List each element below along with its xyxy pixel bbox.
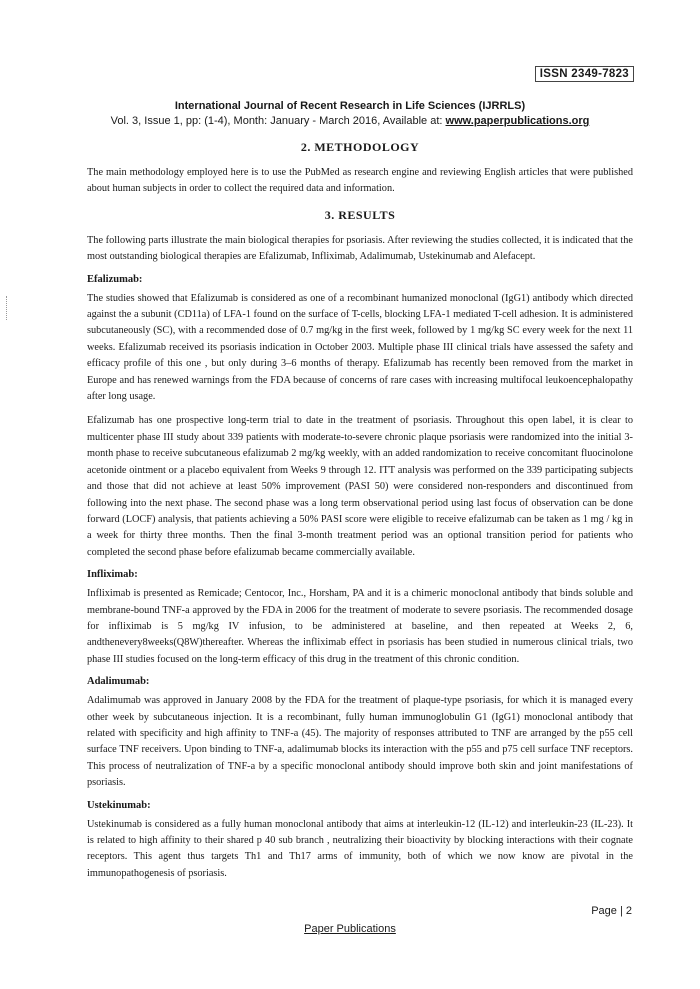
methodology-paragraph: The main methodology employed here is to use the PubMed as research engine and reviewing English articles that were published about human subjects in order to collect the required data and information. — [87, 167, 633, 195]
methodology-heading: 2. METHODOLOGY — [300, 140, 420, 154]
efalizumab-heading: Efalizumab: — [87, 273, 143, 285]
efalizumab-paragraph-2: Efalizumab has one prospective long-term trial to date in the treatment of psoriasis. Throughout this open label, it is clear to multicenter phase III study about 339 patients with moderate-to-severe chronic plaque psoriasis were randomized into the initial 3-month phase to receive subcutaneous efalizumab 2 mg/kg weekly, with an added randomization to receive concomitant fluocinolone acetonide ointment or a placebo equivalent from Weeks 9 through 12. ITT analysis was performed on the 339 participating subjects and those that did not achieve at least 50% improvement (PASI 50) were considered non-responders and discontinued from following into the next phase. The second phase was a long term observational period using last focus of observation can be done forward (LOCF) analysis, that patients achieving a 50% PASI score were eligible to receive efalizumab can be taken as 1 mg / kg in a week for thirty three months. Then the final 3-month treatment period was an optional transition period for patients who completed the second phase before efalizumab became commercially available. — [87, 415, 633, 558]
results-heading: 3. RESULTS — [324, 207, 396, 222]
ustekinumab-heading: Ustekinumab: — [87, 799, 151, 811]
issue-line — [0, 114, 700, 129]
article-body — [87, 140, 633, 892]
journal-header — [0, 99, 700, 129]
efalizumab-paragraph-1: The studies showed that Efalizumab is considered as one of a recombinant humanized monoclonal (IgG1) antibody which directed against the a subunit (CD11a) of LFA-1 found on the surface of T-cells, blocking LFA-1 mediated T-cell adhesion. It is administered subcutaneously (SC), with a recommended dose of 0.7 mg/kg in the first week, followed by 1 mg/kg SC every week for the next 11 weeks. Efalizumab received its psoriasis indication in October 2003. Multiple phase III clinical trials have assessed the safety and efficacy profile of this one , but only during 3–6 months of therapy. Efalizumab has recently been removed from the market in Europe and has renewed warnings from the FDA because of concerns of rare cases with increasing multifocal leukoencephalopathy after long usage. — [87, 292, 633, 403]
ustekinumab-paragraph: Ustekinumab is considered as a fully human monoclonal antibody that aims at interleukin-12 (IL-12) and interleukin-23 (IL-23). It is related to high affinity to their shared p 40 sub branch , neutralizing their bioactivity by blocking interactions with their cognate receptors. This agent thus targets Th1 and Th17 arms of immunity, both of which we now know are pivotal in the immunopathogenesis of psoriasis. — [87, 818, 633, 879]
results-intro: The following parts illustrate the main biological therapies for psoriasis. After reviewing the studies collected, it is indicated that the most outstanding biological therapies are Efalizumab, Infliximab, Adalimumab, Ustekinumab and Alefacept. — [87, 234, 633, 263]
journal-url-link[interactable]: www.paperpublications.org — [445, 115, 590, 127]
adalimumab-paragraph: Adalimumab was approved in January 2008 by the FDA for the treatment of plaque-type psoriasis, for which it is managed every other week by subcutaneous injection. It is a recombinant, fully human immunoglobulin G1 (IgG1) monoclonal antibody that related with specificity and high affinity to TNF-a (45). The majority of responses attributed to TNF are arranged by the p55 cell surface TNF receivers. Upon binding to TNF-a, adalimumab blocks its interaction with the p55 and p75 cell surface TNF receptors. This process of neutralization of TNF-a by a specific monoclonal antibody should improve both skin and joint manifestations of psoriasis. — [87, 695, 633, 789]
issn-badge: ISSN 2349-7823 — [535, 66, 634, 82]
journal-name: International Journal of Recent Research in Life Sciences (IJRRLS) — [174, 100, 526, 112]
issue-info: Vol. 3, Issue 1, pp: (1-4), Month: January - March 2016, Available at: — [110, 115, 446, 127]
infliximab-paragraph: Infliximab is presented as Remicade; Centocor, Inc., Horsham, PA and it is a chimeric monoclonal antibody that binds soluble and membrane-bound TNF-a approved by the FDA in 2006 for the treatment of moderate to severe psoriasis. The recommended dosage for infliximab is 5 mg/kg IV infusion, to be administered at baseline, and then repeated at Weeks 2, 6, andthenevery8weeks(Q8W)thereafter. Whereas the infliximab effect in psoriasis has been studied in numerous clinical trials, two phase III studies focused on the long-term efficacy of this drug in the treatment of this chronic condition. — [87, 588, 633, 665]
methodology-section — [87, 140, 633, 198]
infliximab-heading: Infliximab: — [87, 569, 138, 581]
page-number: Page | 2 — [591, 905, 632, 917]
scan-margin-mark — [6, 296, 8, 320]
results-section — [87, 208, 633, 882]
publisher-footer: Paper Publications — [304, 923, 396, 935]
adalimumab-heading: Adalimumab: — [87, 676, 150, 688]
